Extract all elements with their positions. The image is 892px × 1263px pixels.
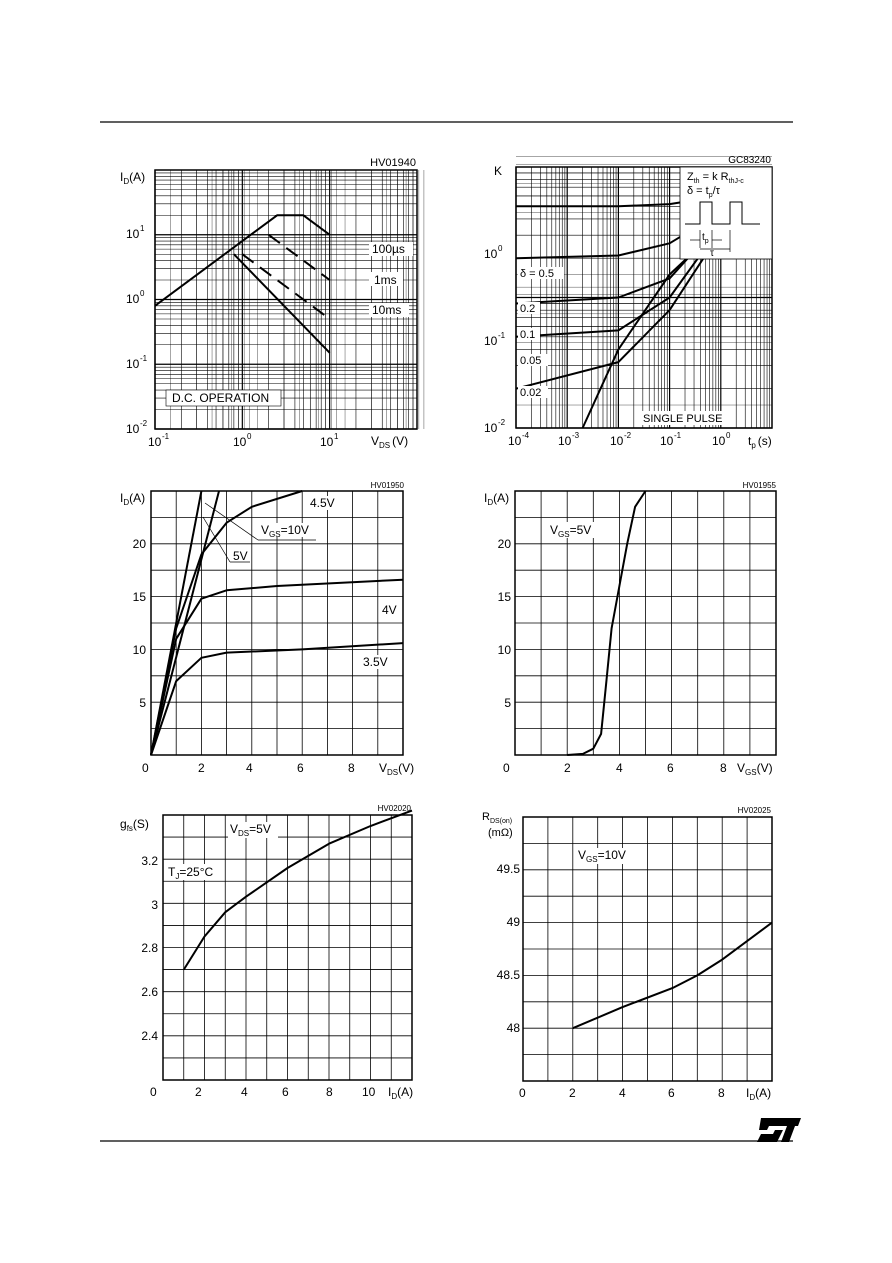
svg-text:0: 0 <box>140 289 145 298</box>
chart5-xtick-8: 8 <box>326 1085 333 1099</box>
chart6-xtick-0: 0 <box>519 1086 526 1100</box>
st-logo <box>757 1118 801 1142</box>
chart3-label-35v: 3.5V <box>363 655 388 669</box>
chart2-legend-zth: $Z_{th} = k$ $R_{thJ-c}$ <box>687 171 744 185</box>
chart3-label-vgs10: $V_{GS}=10V$ <box>261 523 309 539</box>
chart5-ytick-28: 2.8 <box>141 941 158 955</box>
svg-text:10: 10 <box>508 434 522 448</box>
chart2-code: GC83240 <box>728 155 771 166</box>
svg-text:-3: -3 <box>572 431 580 440</box>
chart3-xtick-6: 6 <box>297 761 304 775</box>
chart2-xtick-1 <box>508 431 530 448</box>
svg-text:-1: -1 <box>498 331 506 340</box>
svg-text:10: 10 <box>558 434 572 448</box>
chart4-ytick-20: 20 <box>497 537 511 551</box>
svg-text:-1: -1 <box>162 432 170 441</box>
chart1-label-dc: D.C. OPERATION <box>172 391 270 405</box>
chart1-ytick-2 <box>126 354 148 371</box>
chart2-label-d01: 0.1 <box>520 329 536 341</box>
chart-output-characteristics <box>120 481 414 777</box>
chart6-grid <box>523 817 772 1081</box>
chart6-xtick-4: 4 <box>619 1086 626 1100</box>
chart2-legend-box <box>680 167 772 259</box>
chart1-xtick-3 <box>320 432 339 449</box>
chart1-code: HV01940 <box>370 157 416 169</box>
chart1-label-100us: 100µs <box>372 242 405 256</box>
chart6-ytick-485: 48.5 <box>496 968 520 982</box>
chart5-ytick-26: 2.6 <box>141 985 158 999</box>
chart3-label-4v: 4V <box>382 603 397 617</box>
chart3-ytick-5: 5 <box>139 696 146 710</box>
chart-transconductance <box>120 804 413 1101</box>
chart4-xtick-0: 0 <box>503 761 510 775</box>
chart5-ylabel: $g_{fs}(S)$ <box>120 817 149 833</box>
chart3-xtick-4: 4 <box>246 761 253 775</box>
chart2-ytick-2 <box>484 331 506 348</box>
chart2-ytick-1 <box>484 418 506 435</box>
chart6-ytick-48: 48 <box>506 1021 520 1035</box>
chart4-xtick-8: 8 <box>720 761 727 775</box>
chart-on-resistance <box>482 806 772 1102</box>
chart3-ytick-10: 10 <box>132 643 146 657</box>
chart4-xtick-4: 4 <box>616 761 623 775</box>
chart5-series-1 <box>184 811 412 970</box>
svg-text:10: 10 <box>233 435 247 449</box>
chart5-series <box>184 811 412 970</box>
chart4-ytick-5: 5 <box>504 696 511 710</box>
chart4-ytick-10: 10 <box>497 643 511 657</box>
chart-safe-operating-area <box>120 157 424 450</box>
chart5-xtick-10: 10 <box>362 1085 376 1099</box>
chart1-ytick-3 <box>126 289 145 306</box>
chart5-ytick-24: 2.4 <box>141 1029 158 1043</box>
chart6-xtick-2: 2 <box>569 1086 576 1100</box>
chart-thermal-impedance <box>484 155 772 450</box>
svg-text:-4: -4 <box>522 431 530 440</box>
chart3-xtick-0: 0 <box>142 761 149 775</box>
chart1-ytick-4 <box>126 224 145 241</box>
svg-text:10: 10 <box>126 292 140 306</box>
chart6-ylabel-main: $R_{DS(on)}$ <box>482 811 513 825</box>
chart5-label-tj: $T_J=25^\circ C$ <box>168 865 214 881</box>
svg-text:0: 0 <box>247 432 252 441</box>
svg-text:10: 10 <box>484 247 498 261</box>
chart1-label-1ms: 1ms <box>374 273 397 287</box>
chart2-label-single-pulse: SINGLE PULSE <box>643 413 723 425</box>
chart6-xtick-8: 8 <box>718 1086 725 1100</box>
chart5-xlabel: $I_D(A)$ <box>388 1085 414 1101</box>
svg-text:10: 10 <box>320 435 334 449</box>
chart2-legend-delta: $\delta = t_p/\tau$ <box>687 185 721 199</box>
chart3-xtick-8: 8 <box>348 761 355 775</box>
chart5-label-vds5: $V_{DS}=5V$ <box>230 822 271 838</box>
svg-text:0: 0 <box>498 244 503 253</box>
chart6-xtick-6: 6 <box>668 1086 675 1100</box>
chart6-ytick-49: 49 <box>506 915 520 929</box>
chart1-ytick-1 <box>126 419 148 436</box>
chart2-xtick-3 <box>610 431 632 448</box>
chart1-label-10ms: 10ms <box>372 303 402 317</box>
svg-text:-1: -1 <box>140 354 148 363</box>
chart1-xtick-2 <box>233 432 252 449</box>
chart2-xtick-4 <box>660 431 682 448</box>
chart4-ylabel: $I_D(A)$ <box>484 491 510 507</box>
chart6-ytick-495: 49.5 <box>496 862 520 876</box>
chart3-ylabel: $I_D(A)$ <box>120 491 146 507</box>
chart4-ytick-15: 15 <box>497 590 511 604</box>
chart5-xtick-4: 4 <box>241 1085 248 1099</box>
chart6-code: HV02025 <box>737 806 771 815</box>
chart5-grid <box>163 815 412 1080</box>
chart5-xtick-0: 0 <box>150 1085 157 1099</box>
chart2-xtick-5 <box>712 431 731 448</box>
chart4-xtick-2: 2 <box>564 761 571 775</box>
svg-text:10: 10 <box>712 434 726 448</box>
chart1-xlabel: $V_{DS}$ (V) <box>371 434 409 450</box>
svg-text:10: 10 <box>148 435 162 449</box>
svg-text:-2: -2 <box>140 419 148 428</box>
svg-text:10: 10 <box>610 434 624 448</box>
chart3-label-5v: 5V <box>233 549 248 563</box>
chart2-label-d005: 0.05 <box>520 355 542 367</box>
chart1-xtick-1 <box>148 432 170 449</box>
chart5-code: HV02020 <box>377 804 411 813</box>
chart5-xtick-6: 6 <box>282 1085 289 1099</box>
chart6-ylabel-unit: (mΩ) <box>488 827 513 839</box>
chart1-ylabel: $I_D(A)$ <box>120 170 146 186</box>
chart3-ytick-15: 15 <box>132 590 146 604</box>
svg-text:1: 1 <box>334 432 339 441</box>
chart2-xtick-2 <box>558 431 580 448</box>
chart2-label-d02: 0.2 <box>520 303 536 315</box>
chart4-label-vgs5: $V_{GS}=5V$ <box>550 523 592 539</box>
chart5-xtick-2: 2 <box>195 1085 202 1099</box>
chart2-pulse-tau: τ <box>710 248 714 259</box>
chart3-label-45v: 4.5V <box>310 496 335 510</box>
chart2-label-d05: δ = 0.5 <box>520 268 554 280</box>
chart4-code: HV01955 <box>742 481 776 490</box>
chart2-pulse-tp: $t_p$ <box>702 232 709 245</box>
svg-text:1: 1 <box>140 224 145 233</box>
svg-text:-2: -2 <box>498 418 506 427</box>
svg-text:10: 10 <box>126 227 140 241</box>
chart3-xtick-2: 2 <box>198 761 205 775</box>
chart2-label-d002: 0.02 <box>520 387 542 399</box>
chart3-ytick-20: 20 <box>132 537 146 551</box>
chart-transfer-characteristics <box>484 481 777 777</box>
chart4-xlabel: $V_{GS}(V)$ <box>737 761 773 777</box>
chart5-ytick-30: 3 <box>151 898 158 912</box>
chart1-series-2 <box>269 235 330 280</box>
chart3-code: HV01950 <box>370 481 404 490</box>
chart6-label-vgs10: $V_{GS}=10V$ <box>578 848 626 864</box>
svg-text:-1: -1 <box>674 431 682 440</box>
chart2-xlabel: $t_p$ (s) <box>748 434 772 450</box>
svg-text:10: 10 <box>484 421 498 435</box>
chart3-xlabel: $V_{DS}(V)$ <box>379 761 415 777</box>
svg-text:10: 10 <box>484 334 498 348</box>
chart5-ytick-32: 3.2 <box>141 854 158 868</box>
svg-text:-2: -2 <box>624 431 632 440</box>
chart6-xlabel: $I_D(A)$ <box>746 1086 772 1102</box>
chart2-ytick-3 <box>484 244 503 261</box>
svg-text:10: 10 <box>126 422 140 436</box>
svg-text:10: 10 <box>126 357 140 371</box>
chart2-ylabel: K <box>494 164 503 178</box>
chart4-xtick-6: 6 <box>667 761 674 775</box>
svg-text:0: 0 <box>726 431 731 440</box>
svg-text:10: 10 <box>660 434 674 448</box>
